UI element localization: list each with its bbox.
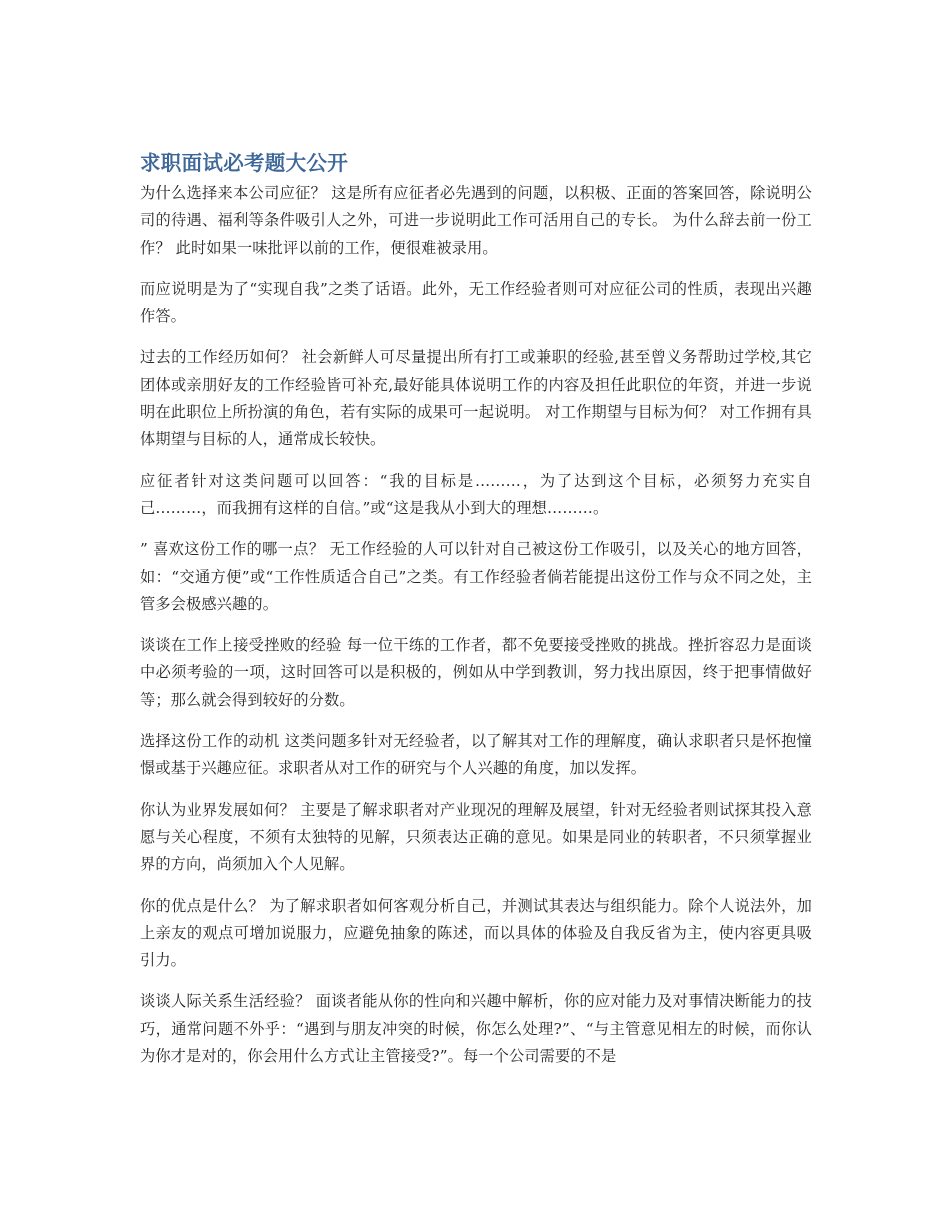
- paragraph-work-experience: 过去的工作经历如何？ 社会新鲜人可尽量提出所有打工或兼职的经验,甚至曾义务帮助过学校,其它团体或亲朋好友的工作经验皆可补充,最好能具体说明工作的内容及担任此职位的年资，并进一步说明在此职位上所扮演的角色，若有实际的成果可一起说明。 对工作期望与目标为何？ 对工作拥有具体期望与目标的人，通常成长较快。: [140, 348, 812, 449]
- paragraph-job-motivation: 选择这份工作的动机 这类问题多针对无经验者，以了解其对工作的理解度，确认求职者只是怀抱憧憬或基于兴趣应征。求职者从对工作的研究与个人兴趣的角度，加以发挥。: [140, 732, 812, 778]
- paragraph-strengths: 你的优点是什么？ 为了解求职者如何客观分析自己，并测试其表达与组织能力。除个人说法外，加上亲友的观点可增加说服力，应避免抽象的陈述，而以具体的体验及自我反省为主，使内容更具吸引力。: [140, 896, 812, 970]
- paragraph-setback-experience: 谈谈在工作上接受挫败的经验 每一位干练的工作者，都不免要接受挫败的挑战。挫折容忍力是面谈中必须考验的一项，这时回答可以是积极的，例如从中学到教训，努力找出原因，终于把事情做好等；那么就会得到较好的分数。: [140, 636, 812, 709]
- document-page: [140, 146, 812, 1084]
- paragraph-goal-answer: 应征者针对这类问题可以回答：“我的目标是………，为了达到这个目标，必须努力充实自己………，而我拥有这样的自信。”或“这是我从小到大的理想………。: [140, 471, 812, 517]
- paragraph-like-this-job: ” 喜欢这份工作的哪一点？ 无工作经验的人可以针对自己被这份工作吸引，以及关心的地方回答，如：“交通方便”或“工作性质适合自己”之类。有工作经验者倘若能提出这份工作与众不同之处，主管多会极感兴趣的。: [140, 540, 812, 613]
- paragraph-interpersonal: 谈谈人际关系生活经验？ 面谈者能从你的性向和兴趣中解析，你的应对能力及对事情决断能力的技巧，通常问题不外乎：“遇到与朋友冲突的时候，你怎么处理?”、“与主管意见相左的时候，而你认为你才是对的，你会用什么方式让主管接受?”。每一个公司需要的不是: [140, 992, 812, 1066]
- document-title: 求职面试必考题大公开: [140, 151, 348, 175]
- paragraph-self-realization: 而应说明是为了“实现自我”之类了话语。此外，无工作经验者则可对应征公司的性质，表现出兴趣作答。: [140, 279, 812, 326]
- paragraph-industry-outlook: 你认为业界发展如何？ 主要是了解求职者对产业现况的理解及展望，针对无经验者则试探其投入意愿与关心程度，不须有太独特的见解，只须表达正确的意见。如果是同业的转职者，不只须掌握业界的方向，尚须加入个人见解。: [140, 800, 812, 874]
- paragraph-why-this-company: 为什么选择来本公司应征？ 这是所有应征者必先遇到的问题，以积极、正面的答案回答，除说明公司的待遇、福利等条件吸引人之外，可进一步说明此工作可活用自己的专长。 为什么辞去前一份工作？ 此时如果一味批评以前的工作，便很难被录用。: [140, 184, 812, 257]
